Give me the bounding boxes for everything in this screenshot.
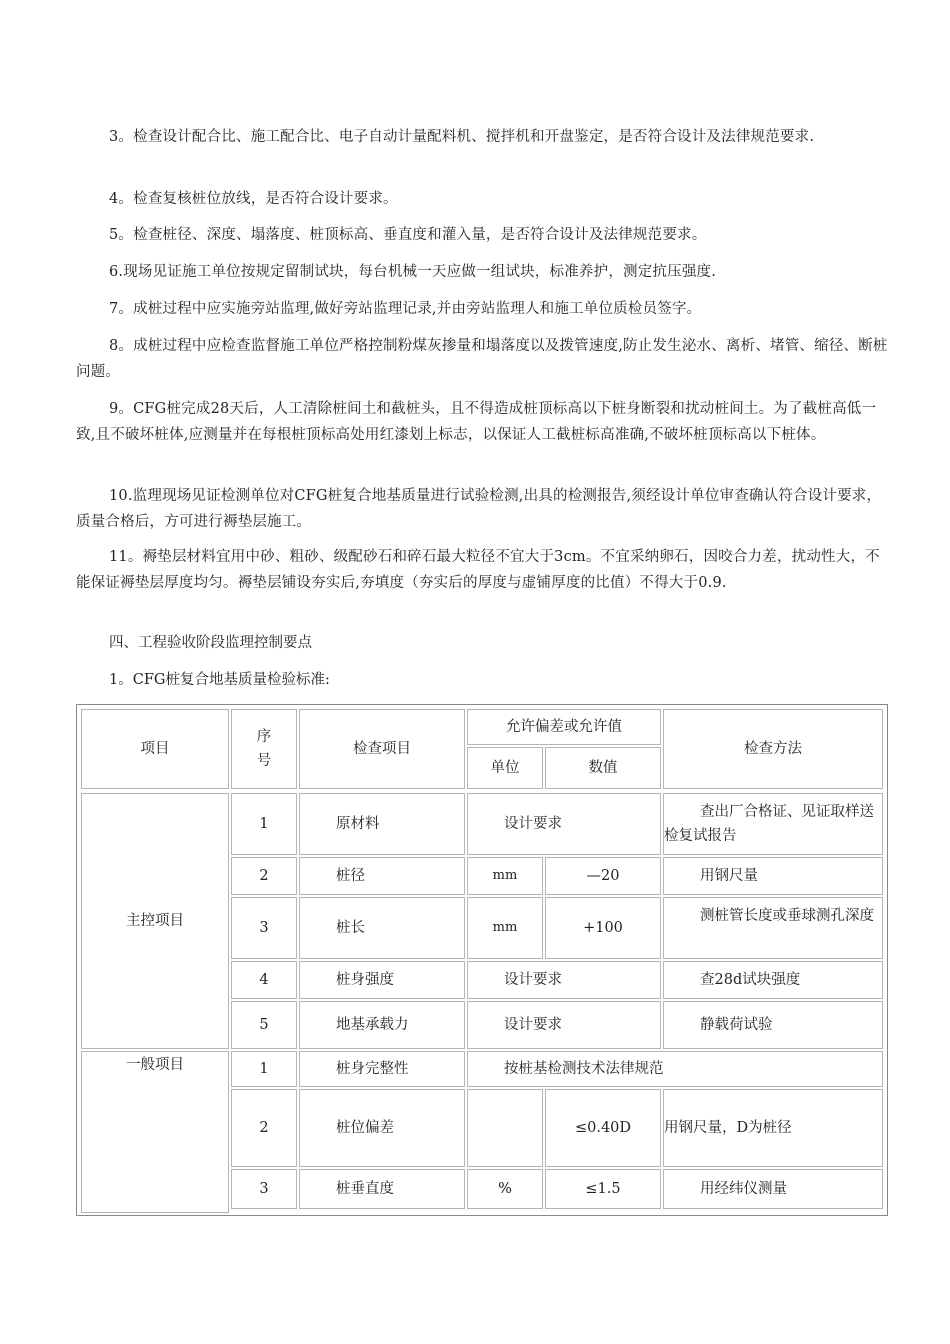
table-row-item: 地基承载力 — [299, 1001, 465, 1049]
table-row-seq: 5 — [231, 1001, 297, 1049]
table-row-method: 查28d试块强度 — [663, 961, 883, 999]
table-row-seq: 4 — [231, 961, 297, 999]
header-value: 数值 — [545, 747, 661, 789]
paragraph-3: 3。检查设计配合比、施工配合比、电子自动计量配料机、搅拌机和开盘鉴定，是否符合设计及法律规范要求. — [109, 129, 815, 145]
table-row-value: +100 — [545, 897, 661, 959]
header-seq: 序号 — [231, 709, 297, 789]
paragraph-6: 6.现场见证施工单位按规定留制试块，每台机械一天应做一组试块，标准养护，测定抗压强度. — [109, 264, 717, 280]
quality-standard-table — [76, 704, 888, 1216]
table-row-seq: 3 — [231, 1169, 297, 1209]
table-row-seq: 3 — [231, 897, 297, 959]
table-row-method: 用钢尺量 — [663, 857, 883, 895]
table-row-seq: 2 — [231, 1089, 297, 1167]
group-main-control: 主控项目 — [81, 793, 229, 1049]
table-row-item: 桩长 — [299, 897, 465, 959]
header-unit: 单位 — [467, 747, 543, 789]
table-row-item: 桩身完整性 — [299, 1051, 465, 1087]
table-row-value: ≤1.5 — [545, 1169, 661, 1209]
table-row-seq: 1 — [231, 793, 297, 855]
table-row-item: 桩径 — [299, 857, 465, 895]
table-row-method: 测桩管长度或垂球测孔深度 — [663, 897, 883, 959]
paragraph-4: 4。检查复核桩位放线，是否符合设计要求。 — [109, 191, 398, 207]
table-row-unit: mm — [467, 897, 543, 959]
header-check-item: 检查项目 — [299, 709, 465, 789]
table-row-item: 桩位偏差 — [299, 1089, 465, 1167]
table-row-method: 用钢尺量，D为桩径 — [663, 1089, 883, 1167]
table-row-allowance: 设计要求 — [467, 961, 661, 999]
table-row-seq: 1 — [231, 1051, 297, 1087]
paragraph-9: 9。CFG桩完成28天后，人工清除桩间土和截桩头，且不得造成桩顶标高以下桩身断裂和扰动桩间土。为了截桩高低一致,且不破坏桩体,应测量并在每根桩顶标高处用红漆划上标志，以保证人工截桩标高准确,不破坏桩顶标高以下桩体。 — [76, 401, 877, 443]
table-row-unit: % — [467, 1169, 543, 1209]
header-item: 项目 — [81, 709, 229, 789]
paragraph-5: 5。检查桩径、深度、塌落度、桩顶标高、垂直度和灌入量，是否符合设计及法律规范要求。 — [109, 227, 707, 243]
table-row-item: 原材料 — [299, 793, 465, 855]
table-row-seq: 2 — [231, 857, 297, 895]
header-allowance: 允许偏差或允许值 — [467, 709, 661, 745]
table-row-method: 查出厂合格证、见证取样送检复试报告 — [663, 793, 883, 855]
table-row-value: —20 — [545, 857, 661, 895]
table-row-method: 静载荷试验 — [663, 1001, 883, 1049]
header-method: 检查方法 — [663, 709, 883, 789]
table-row-item: 桩身强度 — [299, 961, 465, 999]
paragraph-10: 10.监理现场见证检测单位对CFG桩复合地基质量进行试验检测,出具的检测报告,须经设计单位审查确认符合设计要求，质量合格后，方可进行褥垫层施工。 — [76, 488, 882, 530]
section-heading: 四、工程验收阶段监理控制要点 — [109, 635, 312, 651]
table-row-allowance: 设计要求 — [467, 1001, 661, 1049]
table-row-value: ≤0.40D — [545, 1089, 661, 1167]
table-row-unit: mm — [467, 857, 543, 895]
table-row-allowance: 按桩基检测技术法律规范 — [467, 1051, 883, 1087]
table-row-method: 用经纬仪测量 — [663, 1169, 883, 1209]
table-row-item: 桩垂直度 — [299, 1169, 465, 1209]
paragraph-7: 7。成桩过程中应实施旁站监理,做好旁站监理记录,并由旁站监理人和施工单位质检员签字。 — [109, 301, 702, 317]
paragraph-11: 11。褥垫层材料宜用中砂、粗砂、级配砂石和碎石最大粒径不宜大于3cm。不宜采纳卵石，因咬合力差，扰动性大，不能保证褥垫层厚度均匀。褥垫层铺设夯实后,夯填度（夯实后的厚度与虚铺厚度的比值）不得大于0.9. — [76, 549, 880, 591]
table-caption: 1。CFG桩复合地基质量检验标准: — [109, 672, 330, 688]
paragraph-8: 8。成桩过程中应检查监督施工单位严格控制粉煤灰掺量和塌落度以及拨管速度,防止发生泌水、离析、堵管、缩径、断桩问题。 — [76, 338, 888, 380]
table-row-unit — [467, 1089, 543, 1167]
group-general: 一般项目 — [81, 1051, 229, 1213]
table-row-allowance: 设计要求 — [467, 793, 661, 855]
